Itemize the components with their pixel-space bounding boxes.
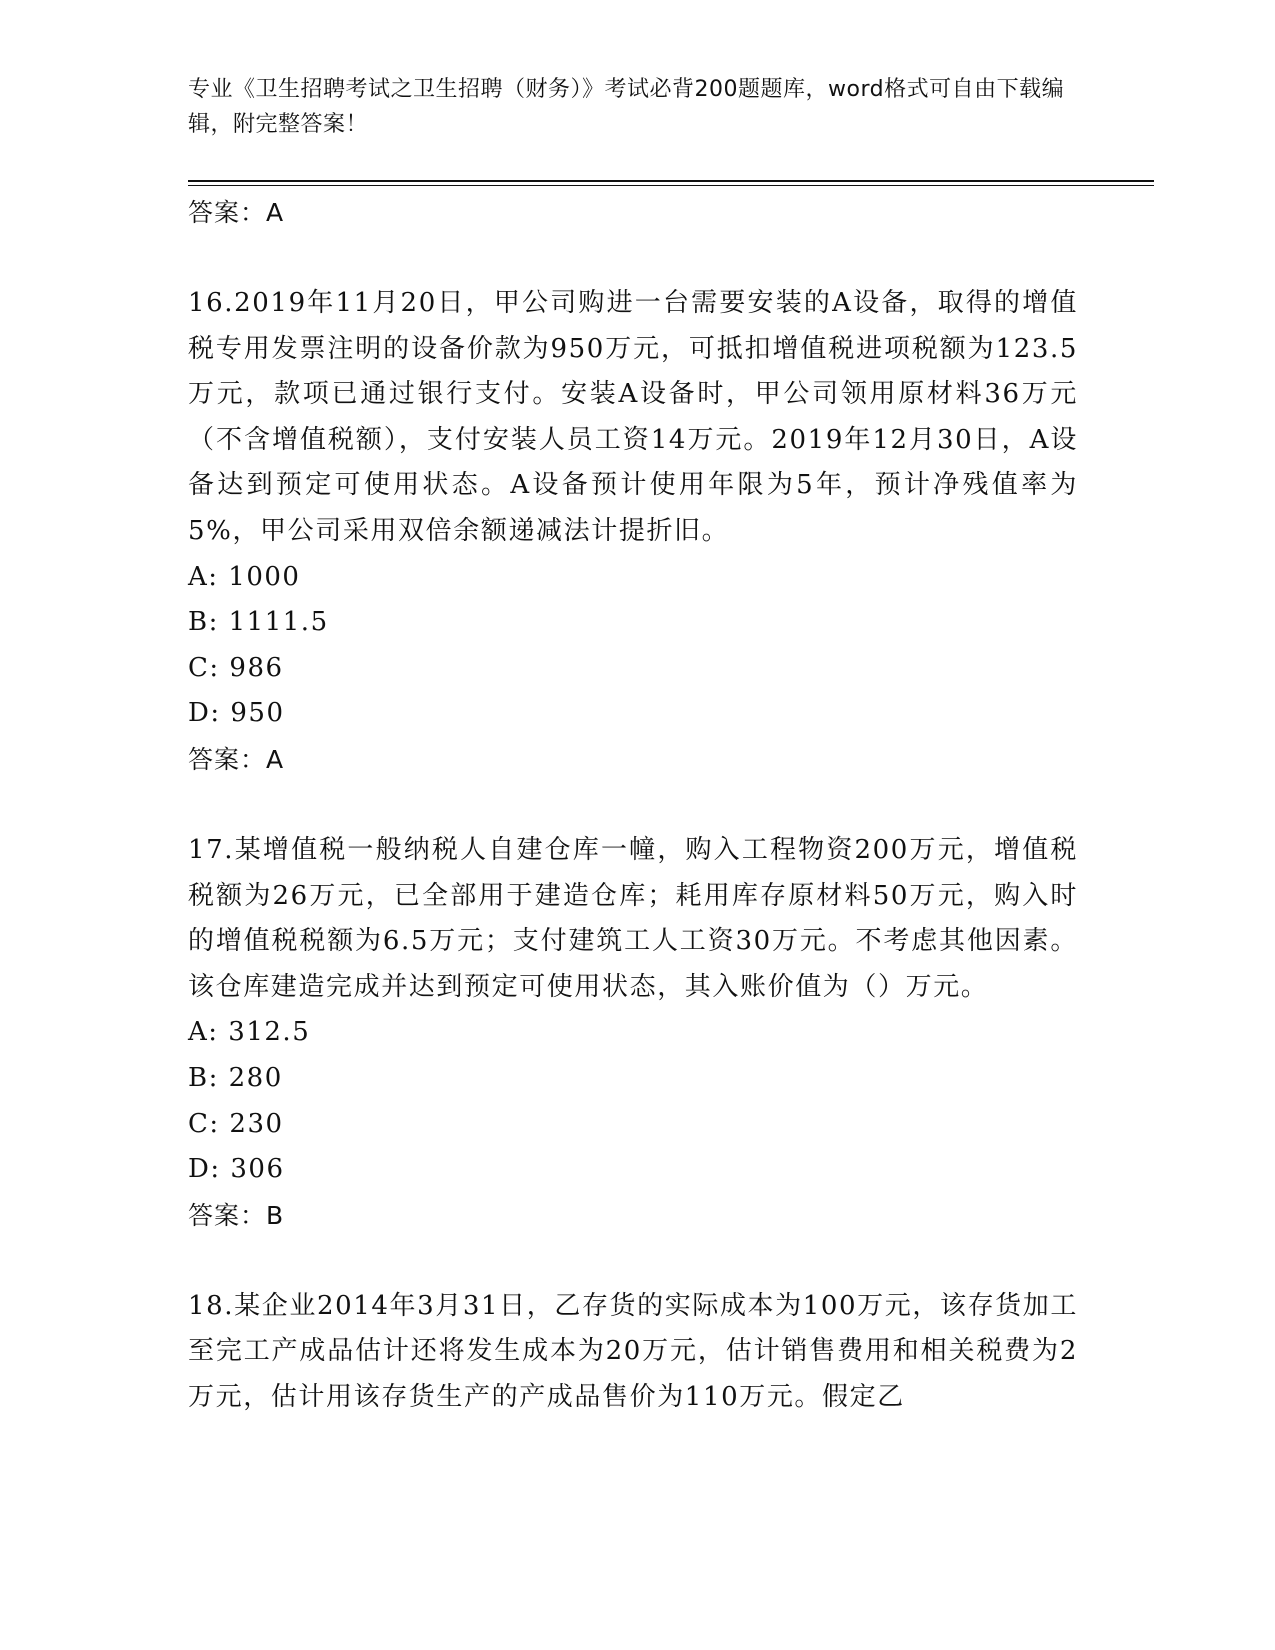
answer-line: 答案：A (188, 744, 285, 774)
header-rule-thick (188, 180, 1154, 182)
option-c: C: 986 (188, 652, 284, 683)
question-16-text: 16.2019年11月20日，甲公司购进一台需要安装的A设备，取得的增值税专用发票注明的设备价款为950万元，可抵扣增值税进项税额为123.5万元，款项已通过银行支付。安装A设备时，甲公司领用原材料36万元（不含增值税额），支付安装人员工资14万元。2019年12月30日，A设备达到预定可使用状态。A设备预计使用年限为5年，预计净残值率为5%，甲公司采用双倍余额递减法计提折旧。 (188, 288, 1078, 546)
option-b: B: 280 (188, 1062, 283, 1093)
option-b: B: 1111.5 (188, 607, 329, 638)
answer-line: 答案：B (188, 1200, 285, 1230)
option-c: C: 230 (188, 1108, 284, 1139)
option-a: A: 312.5 (188, 1017, 311, 1048)
page-header: 专业《卫生招聘考试之卫生招聘（财务）》考试必背200题题库，word格式可自由下载编辑，附完整答案！ (188, 77, 1065, 137)
document-body (188, 190, 1078, 1420)
answer-line: 答案：A (188, 198, 285, 227)
question-18-text: 18.某企业2014年3月31日，乙存货的实际成本为100万元，该存货加工至完工产成品估计还将发生成本为20万元，估计销售费用和相关税费为2万元，估计用该存货生产的产成品售价为110万元。假定乙 (188, 1290, 1078, 1412)
question-17-text: 17.某增值税一般纳税人自建仓库一幢，购入工程物资200万元，增值税税额为26万元，已全部用于建造仓库；耗用库存原材料50万元，购入时的增值税税额为6.5万元；支付建筑工人工资30万元。不考虑其他因素。该仓库建造完成并达到预定可使用状态，其入账价值为（）万元。 (188, 834, 1078, 1002)
header-rule-thin (188, 185, 1154, 186)
option-d: D: 950 (188, 698, 285, 729)
option-a: A: 1000 (188, 561, 301, 592)
option-d: D: 306 (188, 1154, 285, 1185)
